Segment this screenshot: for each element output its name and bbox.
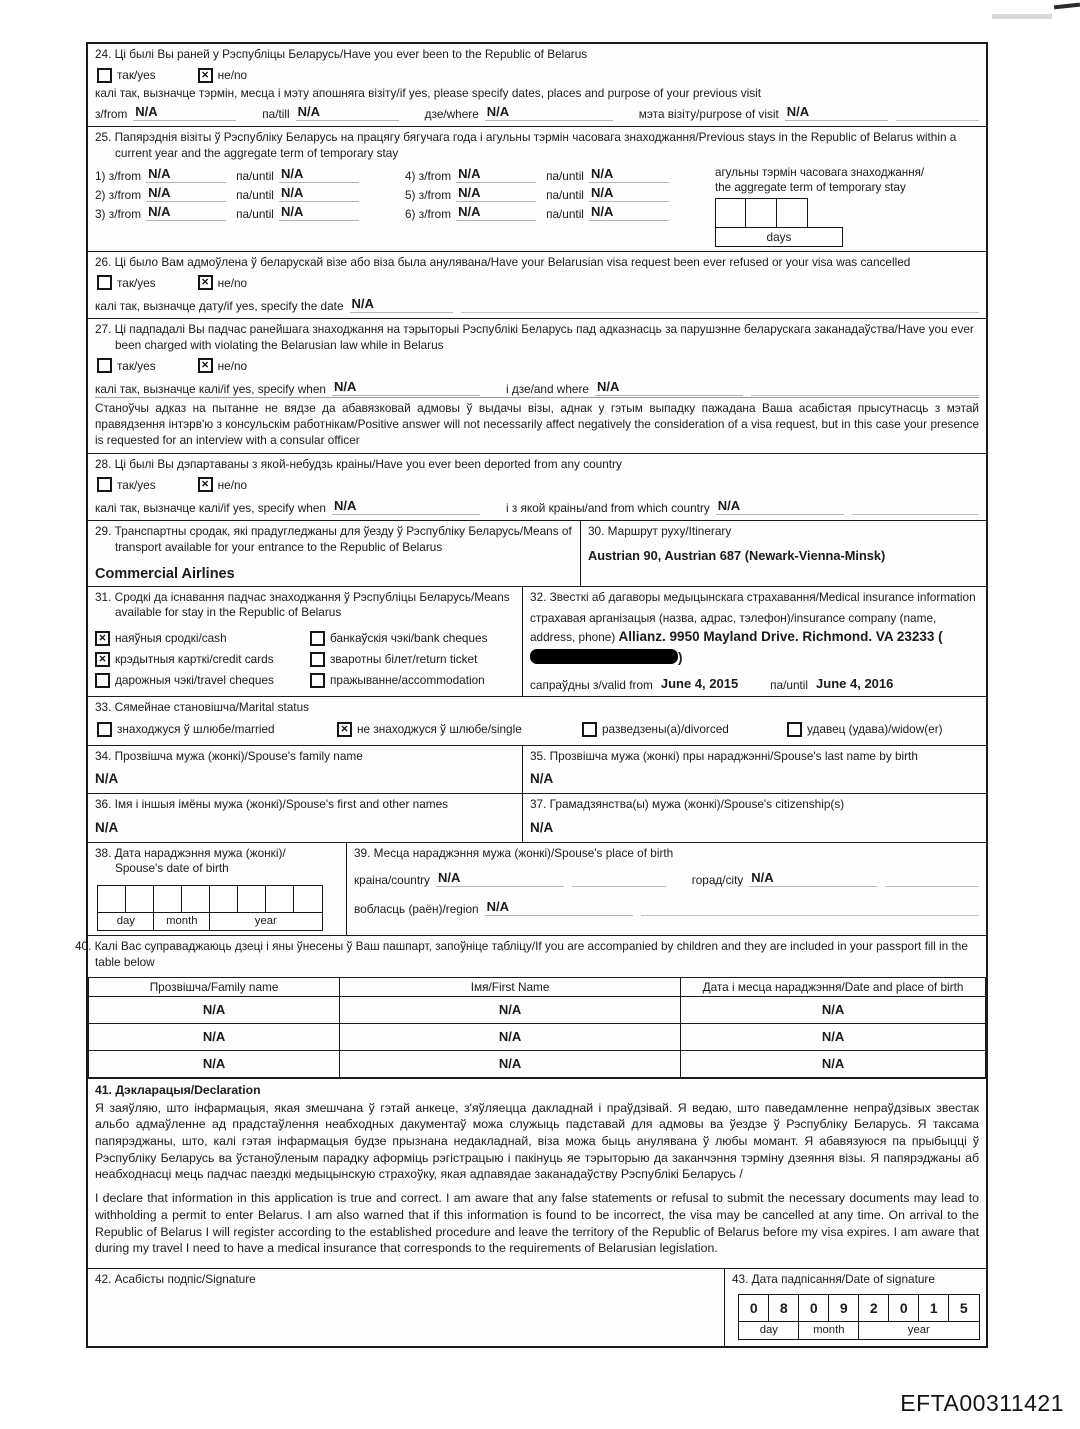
section-25-body xyxy=(95,165,979,247)
aggregate-day-cells xyxy=(715,198,811,228)
fill-line xyxy=(751,381,979,396)
insurance-company-value: Allianz. 9950 Mayland Drive. Richmond. VA 23233 ( xyxy=(618,629,943,645)
cash-label: наяўныя сродкі/cash xyxy=(115,631,227,646)
section-29-30-row xyxy=(88,520,986,585)
where-value: N/A xyxy=(485,104,613,121)
from-value: N/A xyxy=(146,166,226,183)
dob-digit-cell[interactable] xyxy=(97,885,127,914)
section-24-yes-no-row xyxy=(95,63,979,86)
option-yes xyxy=(97,68,156,83)
day-caption: day xyxy=(97,912,155,931)
bank-cheques-checkbox[interactable] xyxy=(310,631,325,646)
date-digit-cell[interactable]: 2 xyxy=(858,1294,890,1323)
insurance-company-value-close: ) xyxy=(678,650,683,666)
from-label: з/from xyxy=(95,107,128,122)
section-37-title: 37. Грамадзянства(ы) мужа (жонкі)/Spouse's citizenship(s) xyxy=(530,797,845,812)
section-29-transport xyxy=(88,521,581,585)
fill-line xyxy=(896,106,979,121)
until-value: N/A xyxy=(589,185,669,202)
section-26-title: 26. Ці было Вам адмоўлена ў беларускай візе або віза была анулявана/Have your Belarusian visa request been ever refused or your visa was cancelled xyxy=(95,254,911,269)
where-label: і дзе/and where xyxy=(505,382,589,397)
cash-checkbox[interactable] xyxy=(95,631,110,646)
purpose-label: мэта візіту/purpose of visit xyxy=(638,107,779,122)
aggregate-term-block xyxy=(715,165,983,247)
credit-cards-checkbox[interactable] xyxy=(95,652,110,667)
option-no xyxy=(198,358,247,373)
until-value: N/A xyxy=(589,166,669,183)
section-27-consular-note: Станоўчы адказ на пытанне не вядзе да абавязковай адмовы ў выдачы візы, аднак у гэтым выпадку пажадана Ваша асабістая прысутнасць з мэтай правядзення інтэрв'ю з консульскім работнікам/Positive answer will not necessarily affect negatively the consideration of a visa request, but in this case your presence is requested for an interview with a consular officer xyxy=(95,401,979,448)
day-digit-cell[interactable] xyxy=(776,198,808,228)
fill-line xyxy=(572,872,666,887)
section-31-32-row xyxy=(88,586,986,697)
fill-line xyxy=(461,298,979,313)
date-digit-cell[interactable]: 5 xyxy=(948,1294,980,1323)
yes-label: так/yes xyxy=(117,477,156,492)
section-27-yes-no-row xyxy=(95,353,979,376)
option-cash xyxy=(95,631,310,646)
yes-label: так/yes xyxy=(117,68,156,83)
date-digit-cell[interactable]: 0 xyxy=(738,1294,770,1323)
means-options xyxy=(95,631,515,688)
bank-cheques-label: банкаўскія чэкі/bank cheques xyxy=(330,631,488,646)
option-divorced xyxy=(582,722,787,737)
yes-checkbox[interactable] xyxy=(97,68,112,83)
no-label: не/no xyxy=(217,275,248,290)
year-caption: year xyxy=(209,912,323,931)
declaration-title: 41. Дэкларацыя/Declaration xyxy=(95,1082,261,1097)
section-31-title: 31. Сродкі да існавання падчас знаходжання ў Рэспубліцы Беларусь/Means available for stay in the Republic of Belarus xyxy=(95,589,510,620)
month-caption: month xyxy=(798,1321,860,1340)
section-37-spouse-citizenship xyxy=(523,794,986,842)
yes-checkbox[interactable] xyxy=(97,275,112,290)
from-label: з/from xyxy=(108,188,142,203)
birth-header: Дата і месца нараджэння/Date and place of birth xyxy=(681,977,986,996)
section-26-date-row xyxy=(95,293,979,314)
date-value: N/A xyxy=(350,296,453,313)
section-26-visa-refused xyxy=(88,251,986,319)
stay-row xyxy=(95,184,715,203)
where-label: дзе/where xyxy=(424,107,479,122)
country-value: N/A xyxy=(436,870,564,887)
declaration-text-english: I declare that information in this application is true and correct. I am aware that any false statements or refusal to submit the necessary documents may lead to withholding a permit to enter Belarus. I am also warned that if this information is found to be incorrect, the visa may be cancelled at any time. On arrival to the Republic of Belarus I will register according to the established procedure and leave the territory of the Republic of Belarus before my visa expires. I am aware that during my travel I need to have a medical insurance that corresponds to the requirements of Belarusian legislation. xyxy=(95,1191,979,1256)
entry-number: 4) xyxy=(405,169,416,184)
dob-digit-cell[interactable] xyxy=(237,885,267,914)
section-33-title: 33. Сямейнае становішча/Marital status xyxy=(95,700,310,715)
day-digit-cell[interactable] xyxy=(715,198,747,228)
dob-digit-cell[interactable] xyxy=(209,885,239,914)
redacted-phone-block xyxy=(530,649,678,664)
option-widow xyxy=(787,722,977,737)
until-value: N/A xyxy=(279,166,359,183)
option-no xyxy=(198,477,247,492)
insurance-company-line xyxy=(530,609,979,669)
declaration-text-belarusian: Я заяўляю, што інфармацыя, якая змешчана ў гэтай анкеце, з'яўляецца дакладнай і праўдзівай. Я ведаю, што паведамленне непраўдзівых звестак альбо адмаўленне ад прадстаўлення неабходных дакументаў можа служыць падставай для адмовы ва ўездзе ў Рэспубліку Беларусь. Я таксама папярэджаны, што, калі гэтая інфармацыя будзе прызнана недакладнай, віза можа быць анулявана ў любы момант. Я абавязуюся па прыбыцці ў Рэспубліку Беларусь ва ўстаноўленым парадку аформіць рэгістрацыю і пакінуць яе тэрыторыю да заканчэння тэрміну дзеяння візы. Я папярэджаны аб неабходнасці мець падчас паездкі медыцынскую страхоўку, якая адпавядае заканадаўству Рэспублікі Беларусь / xyxy=(95,1100,979,1182)
signature-date-boxes xyxy=(738,1294,979,1340)
when-value: N/A xyxy=(332,379,480,396)
married-checkbox[interactable] xyxy=(97,722,112,737)
date-label: калі так, вызначце дату/if yes, specify the date xyxy=(95,299,344,314)
section-38-title-line2: Spouse's date of birth xyxy=(115,861,229,876)
valid-from-label: сапраўдны з/valid from xyxy=(530,678,653,693)
region-row xyxy=(354,896,979,917)
table-row xyxy=(89,1023,986,1050)
section-41-declaration xyxy=(88,1078,986,1268)
section-43-date-of-signature xyxy=(725,1269,986,1346)
no-checkbox[interactable] xyxy=(198,358,213,373)
section-35-title: 35. Прозвішча мужа (жонкі) пры нараджэнні/Spouse's last name by birth xyxy=(530,748,918,763)
divorced-checkbox[interactable] xyxy=(582,722,597,737)
yes-label: так/yes xyxy=(117,358,156,373)
section-27-charged-violation xyxy=(88,318,986,453)
entry-number: 1) xyxy=(95,169,106,184)
region-label: вобласць (раён)/region xyxy=(354,902,479,917)
till-value: N/A xyxy=(296,104,399,121)
date-digit-cell[interactable]: 0 xyxy=(798,1294,830,1323)
option-yes xyxy=(97,358,156,373)
marital-options-row xyxy=(95,716,979,741)
option-yes xyxy=(97,275,156,290)
family-name-cell: N/A xyxy=(89,1050,340,1077)
spouse-dob-boxes xyxy=(97,885,339,931)
where-value: N/A xyxy=(595,379,743,396)
spouse-first-names-value: N/A xyxy=(95,819,119,835)
birth-cell: N/A xyxy=(681,996,986,1023)
section-39-spouse-birthplace xyxy=(347,843,986,936)
date-digit-cell[interactable]: 9 xyxy=(828,1294,860,1323)
family-name-cell: N/A xyxy=(89,996,340,1023)
from-value: N/A xyxy=(146,204,226,221)
document-reference-code: EFTA00311421 xyxy=(900,1390,1064,1416)
country-value: N/A xyxy=(716,498,844,515)
entry-number: 3) xyxy=(95,207,106,222)
until-value: N/A xyxy=(279,185,359,202)
section-42-title: 42. Асабісты подпіс/Signature xyxy=(95,1272,256,1287)
from-value: N/A xyxy=(146,185,226,202)
first-name-cell: N/A xyxy=(340,996,681,1023)
section-25-rows xyxy=(95,165,715,247)
return-ticket-label: зваротны білет/return ticket xyxy=(330,652,478,667)
table-row xyxy=(89,996,986,1023)
from-label: з/from xyxy=(108,169,142,184)
section-24-if-yes-note: калі так, вызначце тэрмін, месца і мэту апошняга візіту/if yes, please specify dates, places and purpose of your previous visit xyxy=(95,85,762,100)
section-30-title: 30. Маршрут руху/Itinerary xyxy=(588,524,732,539)
section-33-marital-status xyxy=(88,696,986,745)
married-label: знаходжуся ў шлюбе/married xyxy=(117,722,275,737)
fill-line xyxy=(885,872,979,887)
date-digit-cell[interactable]: 8 xyxy=(768,1294,800,1323)
children-table-header xyxy=(89,977,986,996)
section-40-title: 40. Калі Вас суправаджаюць дзеці і яны ўнесены ў Ваш пашпарт, запоўніце табліцу/If you are accompanied by children and they are included in your passport fill in the table below xyxy=(75,939,968,970)
stay-entry-3 xyxy=(95,204,405,221)
stay-entry-5 xyxy=(405,185,715,202)
transport-value: Commercial Airlines xyxy=(95,565,235,582)
year-caption: year xyxy=(858,1321,980,1340)
no-label: не/no xyxy=(217,68,248,83)
section-35-spouse-birth-name xyxy=(523,746,986,794)
when-value: N/A xyxy=(332,498,480,515)
itinerary-value: Austrian 90, Austrian 687 (Newark-Vienna-Minsk) xyxy=(588,547,886,563)
option-return-ticket xyxy=(310,652,515,667)
section-36-title: 36. Імя і іншыя імёны мужа (жонкі)/Spouse's first and other names xyxy=(95,797,449,812)
option-yes xyxy=(97,477,156,492)
day-caption: day xyxy=(738,1321,800,1340)
table-row xyxy=(89,1050,986,1077)
until-label: па/until xyxy=(236,207,274,222)
until-label: па/until xyxy=(546,207,584,222)
section-27-when-where-row xyxy=(95,376,979,398)
insurance-company-label: страхавая арганізацыя (назва, адрас, тэлефон)/insurance company (name, address, phone) xyxy=(530,611,937,645)
credit-cards-label: крэдытныя карткі/credit cards xyxy=(115,652,274,667)
signature-area[interactable] xyxy=(95,1288,717,1334)
section-32-title: 32. Звесткі аб дагаворы медыцынскага страхавання/Medical insurance information xyxy=(530,589,976,604)
entry-number: 5) xyxy=(405,188,416,203)
section-25-previous-stays xyxy=(88,126,986,251)
first-name-cell: N/A xyxy=(340,1050,681,1077)
stay-entry-2 xyxy=(95,185,405,202)
section-27-title: 27. Ці падпадалі Вы падчас ранейшага знаходжання на тэрыторыі Рэспублікі Беларусь пад адказнасць за парушэнне беларускага заканадаўства/Have you ever been charged with violating the Belarusian law while in Belarus xyxy=(95,322,974,352)
section-34-spouse-family-name xyxy=(88,746,523,794)
section-26-yes-no-row xyxy=(95,270,979,293)
option-bank-cheques xyxy=(310,631,515,646)
section-30-itinerary xyxy=(581,521,986,585)
day-digit-cell[interactable] xyxy=(745,198,777,228)
until-label: па/until xyxy=(236,169,274,184)
from-value: N/A xyxy=(456,204,536,221)
section-24-fields-row xyxy=(95,101,979,122)
date-digit-cell[interactable]: 0 xyxy=(888,1294,920,1323)
first-name-cell: N/A xyxy=(340,1023,681,1050)
valid-until-label: па/until xyxy=(770,678,809,693)
widow-label: удавец (удава)/widow(er) xyxy=(807,722,943,737)
first-name-header: Імя/First Name xyxy=(340,977,681,996)
stay-row xyxy=(95,165,715,184)
option-travel-cheques xyxy=(95,673,310,688)
section-32-insurance xyxy=(523,587,986,697)
section-28-when-country-row xyxy=(95,495,979,516)
section-28-deported xyxy=(88,453,986,521)
until-value: N/A xyxy=(589,204,669,221)
dob-digit-cell[interactable] xyxy=(125,885,155,914)
option-no xyxy=(198,275,247,290)
from-label: з/from xyxy=(418,207,452,222)
spouse-family-name-value: N/A xyxy=(95,771,119,787)
entry-number: 2) xyxy=(95,188,106,203)
divorced-label: разведзены(а)/divorced xyxy=(602,722,729,737)
no-checkbox[interactable] xyxy=(198,68,213,83)
dob-digit-cell[interactable] xyxy=(265,885,295,914)
section-24-been-to-belarus xyxy=(88,44,986,126)
single-label: не знаходжуся ў шлюбе/single xyxy=(357,722,522,737)
section-36-spouse-first-names xyxy=(88,794,523,842)
from-label: з/from xyxy=(418,169,452,184)
option-no xyxy=(198,68,247,83)
purpose-value: N/A xyxy=(785,104,888,121)
until-label: па/until xyxy=(546,188,584,203)
section-42-43-row xyxy=(88,1268,986,1346)
children-table xyxy=(88,977,986,1078)
dob-digit-cell[interactable] xyxy=(293,885,323,914)
section-31-means xyxy=(88,587,523,697)
dob-digit-cell[interactable] xyxy=(153,885,183,914)
yes-checkbox[interactable] xyxy=(97,358,112,373)
yes-label: так/yes xyxy=(117,275,156,290)
section-28-title: 28. Ці былі Вы дэпартаваны з якой-небудзь краіны/Have you ever been deported from any country xyxy=(95,456,622,471)
return-ticket-checkbox[interactable] xyxy=(310,652,325,667)
entry-number: 6) xyxy=(405,207,416,222)
section-40-children xyxy=(75,935,986,1077)
region-value: N/A xyxy=(485,899,633,916)
days-caption: days xyxy=(715,227,843,247)
section-38-39-row xyxy=(88,842,986,936)
spouse-citizenship-value: N/A xyxy=(530,819,554,835)
country-city-row xyxy=(354,867,979,888)
until-label: па/until xyxy=(546,169,584,184)
option-accommodation xyxy=(310,673,515,688)
month-caption: month xyxy=(153,912,211,931)
yes-checkbox[interactable] xyxy=(97,477,112,492)
belarus-visa-application-form xyxy=(75,42,988,1348)
section-39-title: 39. Месца нараджэння мужа (жонкі)/Spouse's place of birth xyxy=(354,845,674,860)
city-value: N/A xyxy=(749,870,877,887)
from-value: N/A xyxy=(456,166,536,183)
when-label: калі так, вызначце калі/if yes, specify when xyxy=(95,382,326,397)
travel-cheques-label: дарожныя чэкі/travel cheques xyxy=(115,673,274,688)
aggregate-days-box xyxy=(715,198,811,246)
dob-digit-cell[interactable] xyxy=(181,885,211,914)
no-label: не/no xyxy=(217,477,248,492)
accommodation-label: пражыванне/accommodation xyxy=(330,673,485,688)
birth-cell: N/A xyxy=(681,1023,986,1050)
country-label: і з якой краіны/and from which country xyxy=(505,501,710,516)
birth-cell: N/A xyxy=(681,1050,986,1077)
from-label: з/from xyxy=(108,207,142,222)
family-name-header: Прозвішча/Family name xyxy=(89,977,340,996)
stay-row xyxy=(95,203,715,222)
scan-artifact xyxy=(1054,3,1080,10)
section-25-title: 25. Папярэднія візіты ў Рэспубліку Беларусь на працягу бягучага года і агульны тэрмін часовага знаходжання/Previous stays in the Republic of Belarus within a current year and the aggregate term of temporary stay xyxy=(95,130,957,160)
date-digit-cell[interactable]: 1 xyxy=(918,1294,950,1323)
widow-checkbox[interactable] xyxy=(787,722,802,737)
section-34-title: 34. Прозвішча мужа (жонкі)/Spouse's family name xyxy=(95,748,363,763)
section-38-title-line1: 38. Дата нараджэння мужа (жонкі)/ xyxy=(95,845,286,860)
section-38-spouse-dob xyxy=(88,843,347,936)
fill-line xyxy=(641,901,979,916)
section-24-title: 24. Ці былі Вы раней у Рэспубліцы Беларусь/Have you ever been to the Republic of Belarus xyxy=(95,47,588,61)
country-label: краіна/country xyxy=(354,873,430,888)
from-value: N/A xyxy=(133,104,236,121)
travel-cheques-checkbox[interactable] xyxy=(95,673,110,688)
insurance-validity-row xyxy=(530,676,979,692)
aggregate-label-line2: the aggregate term of temporary stay xyxy=(715,181,906,195)
family-name-cell: N/A xyxy=(89,1023,340,1050)
fill-line xyxy=(852,500,979,515)
spouse-birth-name-value: N/A xyxy=(530,771,554,787)
until-label: па/until xyxy=(236,188,274,203)
section-36-37-row xyxy=(88,793,986,842)
section-34-35-row xyxy=(88,745,986,794)
from-label: з/from xyxy=(418,188,452,203)
aggregate-term-label xyxy=(715,165,983,195)
no-label: не/no xyxy=(217,358,248,373)
till-label: па/till xyxy=(262,107,290,122)
option-single xyxy=(337,722,582,737)
aggregate-label-line1: агульны тэрмін часовага знаходжання/ xyxy=(715,166,925,180)
accommodation-checkbox[interactable] xyxy=(310,673,325,688)
from-value: N/A xyxy=(456,185,536,202)
section-29-title: 29. Транспартны сродак, які прадугледжаны для ўезду ў Рэспубліку Беларусь/Means of transport available for your entrance to the Republic of Belarus xyxy=(95,524,572,554)
section-43-title: 43. Дата падпісання/Date of signature xyxy=(732,1272,935,1287)
stay-entry-4 xyxy=(405,166,715,183)
section-42-signature xyxy=(88,1269,725,1346)
when-label: калі так, вызначце калі/if yes, specify when xyxy=(95,501,326,516)
stay-entry-6 xyxy=(405,204,715,221)
city-label: горад/city xyxy=(691,873,744,888)
option-credit-cards xyxy=(95,652,310,667)
single-checkbox[interactable] xyxy=(337,722,352,737)
section-28-yes-no-row xyxy=(95,472,979,495)
scan-artifact-strip xyxy=(992,14,1052,19)
stay-entry-1 xyxy=(95,166,405,183)
no-checkbox[interactable] xyxy=(198,275,213,290)
no-checkbox[interactable] xyxy=(198,477,213,492)
until-value: N/A xyxy=(279,204,359,221)
valid-until-value: June 4, 2016 xyxy=(816,676,894,692)
valid-from-value: June 4, 2015 xyxy=(660,676,739,692)
option-married xyxy=(97,722,337,737)
